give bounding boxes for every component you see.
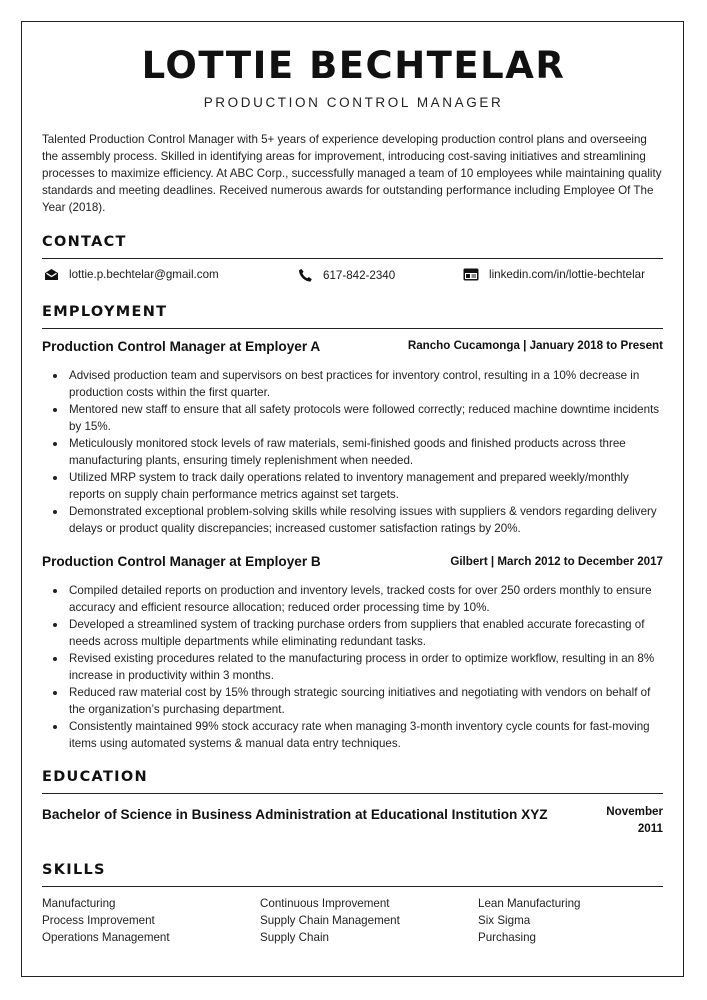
summary-paragraph: Talented Production Control Manager with 5+ years of experience developing production control plans and overseeing the assembly process. Skilled in identifying areas for improvement, introducing cost-saving initiatives and streamlining processes to maximize efficiency. At ABC Corp., successfully managed a team of 10 employees while maintaining quality standards and meeting deadlines. Received numerous awards for outstanding performance including Employee Of The Year (2018). [42,133,662,214]
skill-item: Process Improvement [42,914,155,927]
phone-text: 617-842-2340 [323,269,396,282]
id-card-icon [463,268,479,281]
skills-column [42,895,242,946]
contact-phone[interactable] [298,268,395,283]
candidate-title: PRODUCTION CONTROL MANAGER [203,95,504,110]
contact-row [42,268,663,286]
contact-linkedin[interactable] [463,268,645,281]
list-item: Demonstrated exceptional problem-solving skills while resolving issues with suppliers & vendors regarding delivery delays or product quality discrepancies; increased customer satisfaction ratings by 20%. [69,503,663,537]
email-text: lottie.p.bechtelar@gmail.com [69,268,219,281]
list-item: Advised production team and supervisors on best practices for inventory control, resulting in a 10% decrease in production costs within the first quarter. [69,367,663,401]
list-item: Developed a streamlined system of tracking purchase orders from suppliers that enabled accurate forecasting of needs across multiple departments while eliminating redundant tasks. [69,616,663,650]
skill-item: Lean Manufacturing [478,897,581,910]
list-item: Reduced raw material cost by 15% through strategic sourcing initiatives and negotiating with vendors on behalf of the organization’s purchasing department. [69,684,663,718]
job-bullet-list [42,582,663,752]
candidate-name: LOTTIE BECHTELAR [141,44,566,87]
list-item: Consistently maintained 99% stock accuracy rate when managing 3-month inventory cycle counts for fast-moving items using automated systems & manual data entry techniques. [69,718,663,752]
education-degree: Bachelor of Science in Business Administration at Educational Institution XYZ [42,807,548,822]
skill-item: Purchasing [478,931,537,944]
job-bullet-list [42,367,663,537]
skill-item: Manufacturing [42,897,116,910]
envelope-icon [44,268,59,281]
skills-column [260,895,460,946]
job-title: Production Control Manager at Employer B [42,554,321,569]
list-item: Revised existing procedures related to the manufacturing process in order to optimize workflow, resulting in an 8% increase in productivity within 3 months. [69,650,663,684]
skill-item: Supply Chain [260,931,329,944]
skill-item: Supply Chain Management [260,914,400,927]
linkedin-text: linkedin.com/in/lottie-bechtelar [489,268,645,281]
job-title: Production Control Manager at Employer A [42,339,321,354]
education-date: November 2011 [606,805,663,835]
skills-column [478,895,678,946]
skill-item: Continuous Improvement [260,897,390,910]
contact-email[interactable] [44,268,219,281]
skill-item: Six Sigma [478,914,531,927]
job-meta: Rancho Cucamonga | January 2018 to Present [407,339,663,352]
list-item: Utilized MRP system to track daily operations related to inventory management and prepared weekly/monthly reports on supply chain performance metrics against set targets. [69,469,663,503]
list-item: Compiled detailed reports on production and inventory levels, tracked costs for over 250 orders monthly to ensure accuracy and efficient resource allocation; reduced order processing time by 10%. [69,582,663,616]
skills-heading: SKILLS [42,862,663,887]
contact-heading: CONTACT [42,234,663,259]
job-meta: Gilbert | March 2012 to December 2017 [450,555,663,568]
list-item: Mentored new staff to ensure that all safety protocols were followed correctly; reduced machine downtime incidents by 15%. [69,401,663,435]
skill-item: Operations Management [42,931,170,944]
phone-icon [298,268,313,283]
education-heading: EDUCATION [42,769,663,794]
employment-heading: EMPLOYMENT [42,304,663,329]
list-item: Meticulously monitored stock levels of raw materials, semi-finished goods and finished products across three manufacturing plants, ensuring timely replenishment when needed. [69,435,663,469]
